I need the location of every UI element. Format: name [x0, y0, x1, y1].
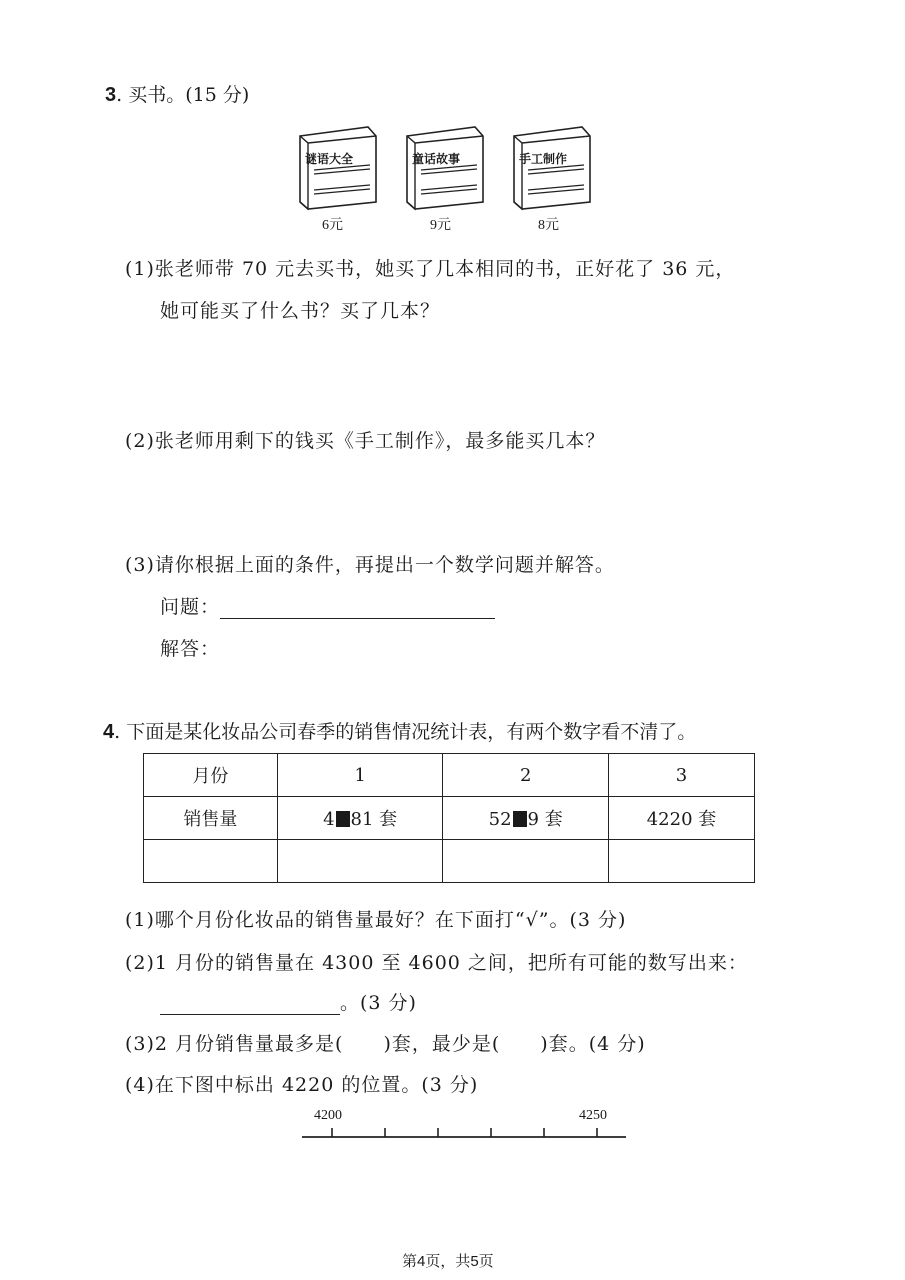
q3-part1-line1: (1)张老师带 70 元去买书，她买了几本相同的书，正好花了 36 元，	[125, 258, 736, 280]
sales-month-1: 4 81 套	[277, 797, 443, 840]
q3-number: 3	[105, 84, 117, 106]
answer-label: 解答：	[160, 638, 221, 660]
table-sales-row	[144, 797, 755, 840]
q3-part1-line2: 她可能买了什么书？买了几本？	[160, 300, 441, 322]
check-cell-3[interactable]	[608, 840, 754, 883]
obscured-digit	[336, 811, 350, 827]
header-month: 月份	[144, 754, 278, 797]
q3-title-text: 买书。(15 分)	[128, 84, 250, 106]
q4-title: 4. 下面是某化妆品公司春季的销售情况统计表，有两个数字看不清了。	[103, 721, 697, 743]
check-cell-2[interactable]	[443, 840, 609, 883]
numline-start-label: 4200	[314, 1108, 342, 1123]
book-3	[514, 127, 590, 209]
question-row	[160, 592, 495, 619]
q3-title: 3. 买书。(15 分)	[105, 84, 250, 106]
book-1-price: 6元	[322, 218, 343, 233]
q4-part2-line1: (2)1 月份的销售量在 4300 至 4600 之间，把所有可能的数写出来：	[125, 952, 748, 974]
book-1	[300, 127, 376, 209]
book-1-title: 谜语大全	[305, 152, 354, 166]
question-label: 问题：	[160, 596, 221, 618]
check-cell-label	[144, 840, 278, 883]
row-label-sales: 销售量	[144, 797, 278, 840]
q4-title-text: 下面是某化妆品公司春季的销售情况统计表，有两个数字看不清了。	[126, 721, 697, 743]
check-cell-1[interactable]	[277, 840, 443, 883]
book-3-price: 8元	[538, 218, 559, 233]
header-month-3: 3	[608, 754, 754, 797]
q4-part1: (1)哪个月份化妆品的销售量最好？在下面打“√”。(3 分)	[125, 909, 627, 931]
sales-table	[143, 753, 755, 883]
book-2	[407, 127, 483, 209]
sales-month-2: 52 9 套	[443, 797, 609, 840]
book-2-title: 童话故事	[412, 152, 461, 166]
question-answer-line[interactable]	[220, 596, 495, 619]
table-check-row	[144, 840, 755, 883]
possible-numbers-line[interactable]	[160, 992, 340, 1015]
q3-part3: (3)请你根据上面的条件，再提出一个数学问题并解答。	[125, 554, 615, 576]
q3-part2: (2)张老师用剩下的钱买《手工制作》，最多能买几本？	[125, 430, 606, 452]
q4-part4: (4)在下图中标出 4220 的位置。(3 分)	[125, 1074, 479, 1096]
q4-part3: (3)2 月份销售量最多是( )套，最少是( )套。(4 分)	[125, 1033, 646, 1055]
number-line[interactable]	[300, 1125, 630, 1145]
obscured-digit	[513, 811, 527, 827]
sales-month-3: 4220 套	[608, 797, 754, 840]
q4-part2-line2: 。(3 分)	[160, 988, 417, 1015]
page-footer: 第4页，共5页	[402, 1253, 494, 1270]
q4-number: 4	[103, 721, 115, 743]
numline-end-label: 4250	[579, 1108, 607, 1123]
table-header-row	[144, 754, 755, 797]
book-3-title: 手工制作	[519, 152, 568, 166]
book-2-price: 9元	[430, 218, 451, 233]
header-month-2: 2	[443, 754, 609, 797]
header-month-1: 1	[277, 754, 443, 797]
